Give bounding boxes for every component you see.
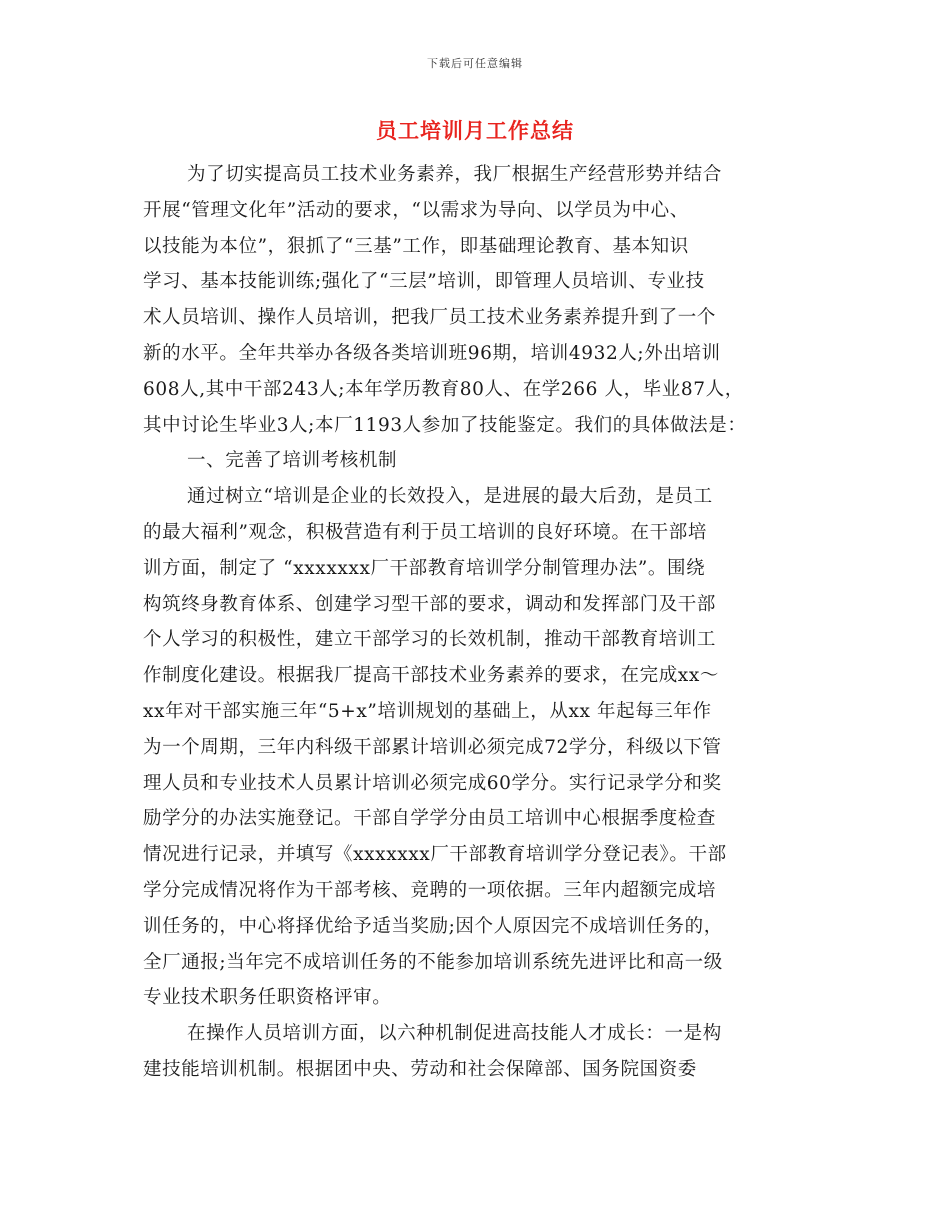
- text-line: 专业技术职务任职资格评审。: [143, 987, 392, 1009]
- text-line: 为一个周期，三年内科级干部累计培训必须完成72学分，科级以下管: [143, 736, 722, 758]
- text-line: 其中讨论生毕业3人;本厂1193人参加了技能鉴定。我们的具体做法是：: [143, 414, 747, 436]
- text-line: 个人学习的积极性，建立干部学习的长效机制，推动干部教育培训工: [143, 629, 717, 651]
- document-title: 员工培训月工作总结: [376, 118, 574, 143]
- text-line: xx年对干部实施三年“5+x”培训规划的基础上，从xx 年起每三年作: [143, 700, 712, 722]
- text-line: 理人员和专业技术人员累计培训必须完成60学分。实行记录学分和奖: [143, 772, 722, 794]
- text-line: 学分完成情况将作为干部考核、竞聘的一项依据。三年内超额完成培: [143, 879, 717, 901]
- document-body: [143, 157, 823, 1088]
- text-line: 在操作人员培训方面，以六种机制促进高技能人才成长：一是构: [187, 1023, 722, 1045]
- text-line: 励学分的办法实施登记。干部自学学分由员工培训中心根据季度检查: [143, 808, 717, 830]
- text-line: 建技能培训机制。根据团中央、劳动和社会保障部、国务院国资委: [143, 1058, 697, 1080]
- text-line: 构筑终身教育体系、创建学习型干部的要求，调动和发挥部门及干部: [143, 593, 717, 615]
- text-line: 学习、基本技能训练;强化了“三层”培训，即管理人员培训、专业技: [143, 271, 705, 293]
- text-line: 全厂通报;当年完不成培训任务的不能参加培训系统先进评比和高一级: [143, 951, 723, 973]
- text-line: 术人员培训、操作人员培训，把我厂员工技术业务素养提升到了一个: [143, 307, 717, 329]
- text-line: 作制度化建设。根据我厂提高干部技术业务素养的要求，在完成xx～: [143, 665, 719, 687]
- text-line: 开展“管理文化年”活动的要求，“以需求为导向、以学员为中心、: [143, 199, 689, 221]
- text-line: 为了切实提高员工技术业务素养，我厂根据生产经营形势并结合: [187, 164, 722, 185]
- text-line: 训任务的，中心将择优给予适当奖励;因个人原因完不成培训任务的，: [143, 915, 723, 937]
- text-line: 的最大福利”观念，积极营造有利于员工培训的良好环境。在干部培: [143, 521, 707, 543]
- text-line: 一、完善了培训考核机制: [187, 450, 398, 472]
- text-line: 608人,其中干部243人;本年学历教育80人、在学266 人，毕业87人，: [143, 378, 744, 400]
- text-line: 情况进行记录，并填写《xxxxxxx厂干部教育培训学分登记表》。干部: [143, 844, 727, 866]
- text-line: 新的水平。全年共举办各级各类培训班96期，培训4932人;外出培训: [143, 342, 721, 364]
- text-line: 通过树立“培训是企业的长效投入，是进展的最大后劲，是员工: [187, 486, 713, 508]
- header-note: 下载后可任意编辑: [427, 57, 523, 70]
- text-line: 训方面，制定了 “xxxxxxx厂干部教育培训学分制管理办法”。围绕: [143, 557, 706, 579]
- text-line: 以技能为本位”，狠抓了“三基”工作，即基础理论教育、基本知识: [143, 235, 689, 257]
